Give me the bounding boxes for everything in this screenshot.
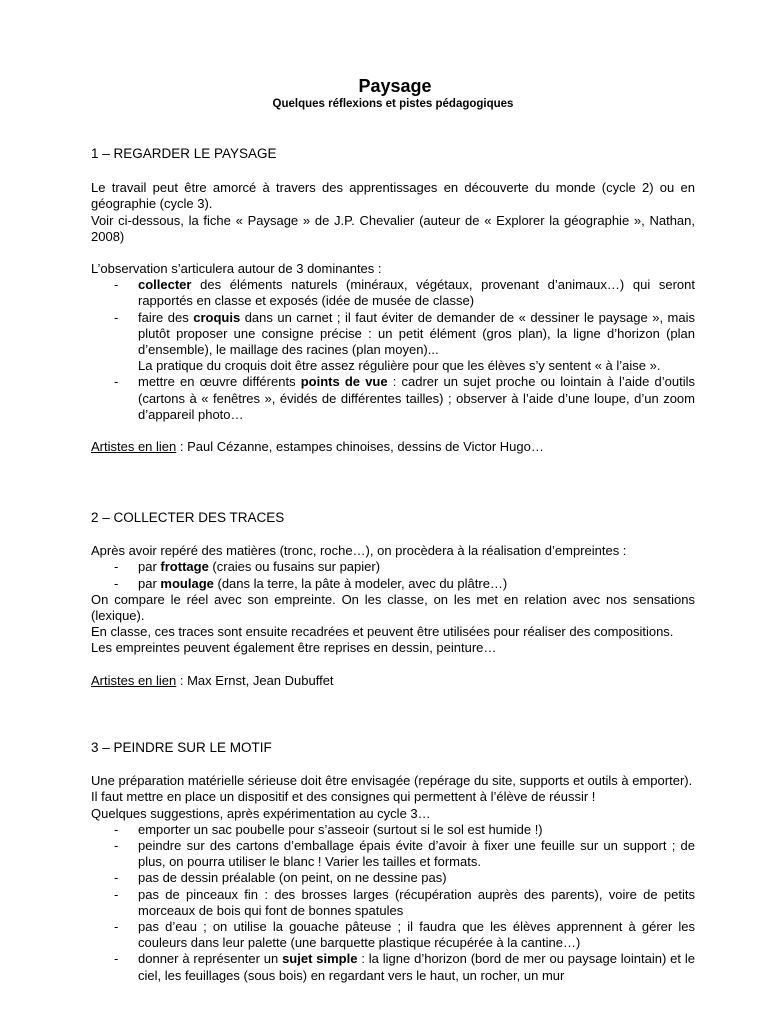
list-item-text: des éléments naturels (minéraux, végétaux, provenant d’animaux…) qui seront rapportés en classe et exposés (idée de musée de classe) [138,277,695,309]
list-item: - pas de pinceaux fin : des brosses larges (récupération auprès des parents), voire de petits morceaux de bois qui font de bonnes spatules [91,887,695,919]
paragraph: Voir ci-dessous, la fiche « Paysage » de J.P. Chevalier (auteur de « Explorer la géographie », Nathan, 2008) [91,212,695,244]
list-item-text: par [138,575,161,591]
paragraph: On compare le réel avec son empreinte. On les classe, on les met en relation avec nos sensations (lexique). [91,591,695,624]
artists-label: Artistes en lien [91,439,177,455]
list-item-text: donner à représenter un [138,951,283,967]
bullet-list [91,277,695,358]
list-item-text: faire des [138,309,194,325]
page-title: Paysage [358,76,432,96]
artists-label: Artistes en lien [91,672,177,688]
bold-term: points de vue [300,374,388,390]
paragraph: Les empreintes peuvent également être reprises en dessin, peinture… [91,640,497,656]
list-item [91,374,695,423]
bullet-list [91,822,695,984]
list-item [91,559,695,575]
section-peindre [91,740,695,984]
list-item: - pas d’eau ; on utilise la gouache pâteuse ; il faudra que les élèves apprennent à gérer les couleurs dans leur palette (une barquette plastique récupérée à la cantine…) [91,919,695,951]
bold-term: croquis [193,309,241,325]
list-item: - emporter un sac poubelle pour s’asseoir (surtout si le sol est humide !) [91,822,695,838]
list-item [91,277,695,309]
paragraph: Le travail peut être amorcé à travers des apprentissages en découverte du monde (cycle 2) ou en géographie (cycle 3). [91,180,695,212]
list-item-text: (craies ou fusains sur papier) [208,559,381,575]
list-item: - peindre sur des cartons d’emballage épais évite d’avoir à fixer une feuille sur un support ; de plus, on pourra utiliser le blanc ! Varier les tailles et formats. [91,838,695,870]
list-item-text: : la ligne d’horizon (bord de mer ou paysage lointain) et le ciel, les feuillages (sous bois) en regardant vers le haut, un rocher, un mur [138,951,695,983]
artists-line [91,439,695,455]
section-regarder [91,146,695,455]
list-item-text: mettre en œuvre différents [138,374,301,390]
section-collecter [91,510,695,689]
paragraph: Il faut mettre en place un dispositif et des consignes qui permettent à l’élève de réussir ! [91,789,596,805]
bullet-list [91,559,695,591]
paragraph: Quelques suggestions, après expérimentation au cycle 3… [91,805,431,821]
bullet-list [91,374,695,423]
artists-text: : Max Ernst, Jean Dubuffet [176,672,334,688]
bold-term: frottage [160,559,209,575]
page-subtitle: Quelques réflexions et pistes pédagogiques [272,98,514,110]
artists-text: : Paul Cézanne, estampes chinoises, dessins de Victor Hugo… [176,439,544,455]
list-item: - pas de dessin préalable (on peint, on ne dessine pas) [91,870,695,886]
bold-term: collecter [138,277,192,293]
artists-line [91,673,695,689]
list-item [91,310,695,359]
list-item-text: par [138,559,161,575]
section-heading: 3 – PEINDRE SUR LE MOTIF [91,740,272,755]
list-item [91,576,695,592]
paragraph: Une préparation matérielle sérieuse doit être envisagée (repérage du site, supports et outils à emporter). [91,773,693,789]
list-intro: L’observation s’articulera autour de 3 dominantes : [91,261,382,277]
list-item [91,951,695,983]
list-intro: Après avoir repéré des matières (tronc, roche…), on procèdera à la réalisation d’empreintes : [91,543,627,559]
list-item-text: (dans la terre, la pâte à modeler, avec du plâtre…) [213,575,508,591]
section-heading: 2 – COLLECTER DES TRACES [91,510,285,525]
bold-term: moulage [160,575,214,591]
paragraph: En classe, ces traces sont ensuite recadrées et peuvent être utilisées pour réaliser des compositions. [91,624,674,640]
section-heading: 1 – REGARDER LE PAYSAGE [91,146,277,161]
list-item-continuation: La pratique du croquis doit être assez régulière pour que les élèves s’y sentent « à l’aise ». [138,358,661,374]
bold-term: sujet simple [282,951,358,967]
list-item-text: dans un carnet ; il faut éviter de demander de « dessiner le paysage », mais plutôt proposer une consigne précise : un petit élément (gros plan), la ligne d’horizon (plan d’ensemble), le maillage des racines (plan moyen)... [138,309,695,358]
list-item-text: : cadrer un sujet proche ou lointain à l’aide d’outils (cartons à « fenêtres », évidés de différentes tailles) ; observer à l’aide d’une loupe, d’un zoom d’appareil photo… [138,374,695,422]
